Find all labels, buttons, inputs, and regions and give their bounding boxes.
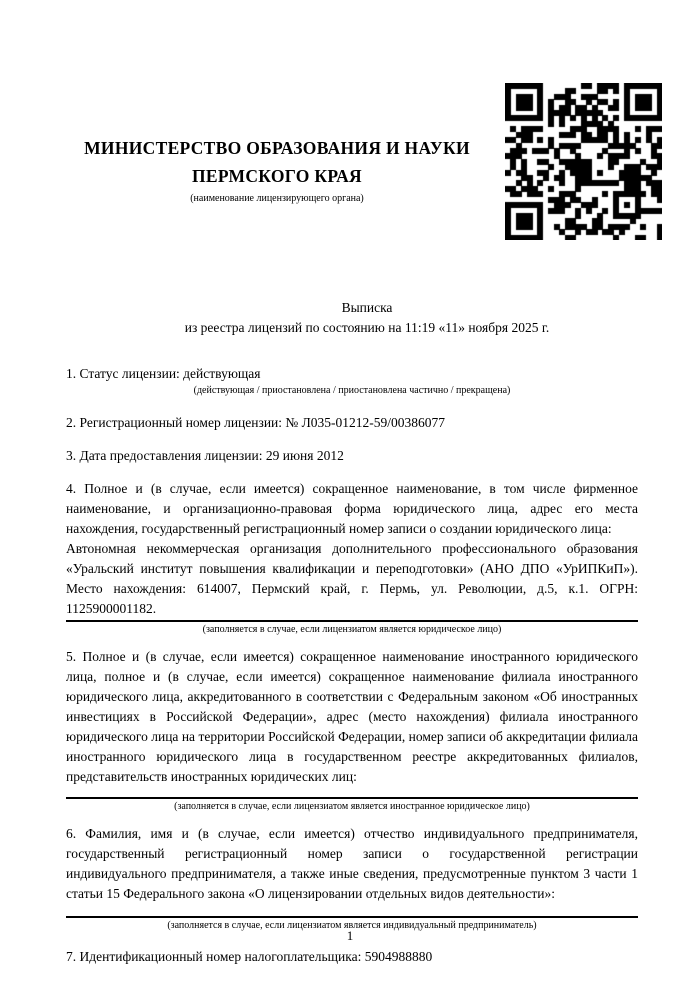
entrepreneur-question: 6. Фамилия, имя и (в случае, если имеется) отчество индивидуального предпринимателя, государственный регистрационный номер записи о государственной регистрации индивидуального предпринимателя, а также иные сведения, предусмотренные пунктом 3 части 1 статьи 15 Федерального закона «О лицензировании отдельных видов деятельности»: (66, 826, 638, 901)
license-date-text: 3. Дата предоставления лицензии: 29 июня 2012 (66, 448, 344, 463)
registration-number-text: 2. Регистрационный номер лицензии: № Л035-01212-59/00386077 (66, 415, 446, 430)
foreign-entity-question: 5. Полное и (в случае, если имеется) сокращенное наименование иностранного юридического лица, полное и (в случае, если имеется) сокращенное наименование филиала иностранного юридического лица, аккредитованного в соответствии с Федеральным законом «Об иностранных инвестициях в Российской Федерации», адрес (место нахождения) филиала иностранного юридического лица на территории Российской Федерации, номер записи об аккредитации филиала иностранного юридического лица в государственном реестре аккредитованных филиалов, представительств иностранных юридических лиц: (66, 649, 638, 784)
document-title-line2: из реестра лицензий по состоянию на 11:19 «11» ноября 2025 г. (184, 320, 550, 335)
ministry-name-line2: ПЕРМСКОГО КРАЯ (192, 166, 362, 186)
item-1-license-status (66, 364, 638, 398)
document-header (64, 134, 490, 206)
item-3-license-date (66, 446, 638, 466)
item-6-individual-entrepreneur (66, 824, 638, 933)
item-5-foreign-entity (66, 647, 638, 814)
page-number: 1 (346, 928, 354, 943)
entrepreneur-caption: (заполняется в случае, если лицензиатом является индивидуальный предприниматель) (167, 920, 537, 931)
legal-entity-answer: Автономная некоммерческая организация дополнительного профессионального образования «Уральский институт повышения квалификации и переподготовки» (АНО ДПО «УрИПКиП»). Место нахождения: 614007, Пермский край, г. Пермь, ул. Революции, д.5, к.1. ОГРН: 1125900001182. (66, 539, 638, 622)
foreign-entity-caption: (заполняется в случае, если лицензиатом является иностранное юридическое лицо) (174, 801, 530, 812)
document-title-line1: Выписка (341, 300, 393, 315)
document-body (66, 364, 638, 967)
document-title (66, 298, 668, 338)
page-footer (0, 928, 700, 944)
license-status-caption: (действующая / приостановлена / приостановлена частично / прекращена) (193, 385, 511, 396)
license-status-text: 1. Статус лицензии: действующая (66, 366, 261, 381)
legal-entity-caption: (заполняется в случае, если лицензиатом является юридическое лицо) (202, 624, 502, 635)
ministry-name (64, 134, 490, 190)
item-7-taxpayer-number (66, 947, 638, 967)
qr-code (505, 83, 662, 240)
item-2-registration-number (66, 413, 638, 433)
taxpayer-number-text: 7. Идентификационный номер налогоплательщика: 5904988880 (66, 949, 433, 964)
ministry-caption: (наименование лицензирующего органа) (190, 193, 364, 204)
entrepreneur-empty-answer-line (66, 904, 638, 918)
ministry-name-line1: МИНИСТЕРСТВО ОБРАЗОВАНИЯ И НАУКИ (84, 138, 470, 158)
foreign-entity-empty-answer-line (66, 787, 638, 799)
legal-entity-question: 4. Полное и (в случае, если имеется) сокращенное наименование, в том числе фирменное наименование, и организационно-правовая форма юридического лица, адрес его места нахождения, государственный регистрационный номер записи о создании юридического лица: (66, 481, 638, 536)
item-4-legal-entity (66, 479, 638, 637)
